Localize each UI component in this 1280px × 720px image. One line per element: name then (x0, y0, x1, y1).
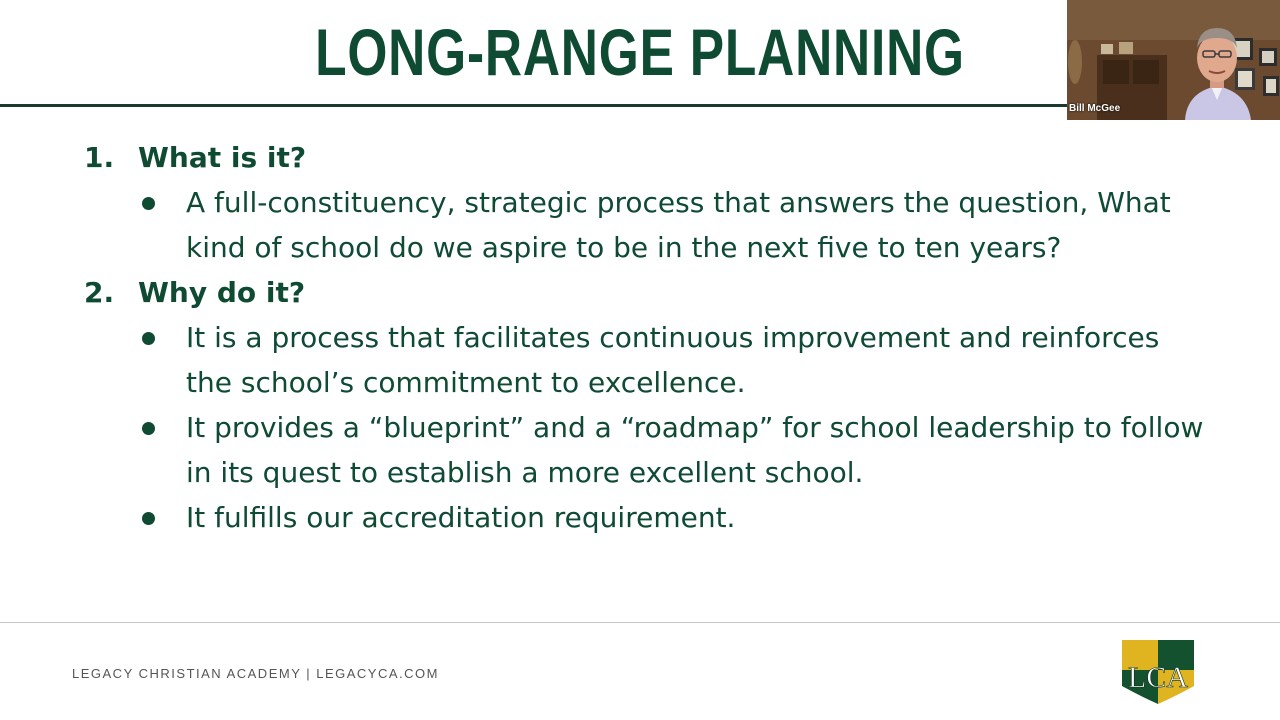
bullet-dot-icon (142, 332, 155, 345)
bullet-text: It fulfills our accreditation requirement. (186, 501, 736, 534)
title-divider (0, 104, 1068, 107)
bullet-item (84, 495, 1204, 540)
footer-text: LEGACY CHRISTIAN ACADEMY | LEGACYCA.COM (72, 666, 439, 681)
bullet-dot-icon (142, 512, 155, 525)
bullet-dot-icon (142, 197, 155, 210)
svg-text:LCA: LCA (1128, 661, 1188, 694)
bullet-item (84, 315, 1204, 405)
bullet-text: A full-constituency, strategic process that answers the question, What kind of school do we aspire to be in the next five to ten years? (186, 186, 1171, 264)
section-question: Why do it? (138, 276, 306, 309)
section-number: 1. (84, 141, 115, 174)
school-logo-icon (1120, 636, 1196, 706)
bullet-dot-icon (142, 422, 155, 435)
footer-divider (0, 622, 1280, 623)
section-heading-2 (84, 270, 1204, 315)
section-question: What is it? (138, 141, 307, 174)
participant-video-feed (1067, 0, 1280, 120)
slide-title: LONG-RANGE PLANNING (315, 15, 965, 89)
bullet-item (84, 405, 1204, 495)
participant-video-tile[interactable] (1067, 0, 1280, 120)
bullet-list-1 (84, 180, 1204, 270)
bullet-list-2 (84, 315, 1204, 540)
slide-content (84, 135, 1204, 540)
bullet-text: It provides a “blueprint” and a “roadmap” for school leadership to follow in its quest to establish a more excellent school. (186, 411, 1204, 489)
bullet-text: It is a process that facilitates continuous improvement and reinforces the school’s commitment to excellence. (186, 321, 1160, 399)
bullet-item (84, 180, 1204, 270)
section-heading-1 (84, 135, 1204, 180)
section-number: 2. (84, 276, 115, 309)
participant-name-label: Bill McGee (1069, 103, 1121, 114)
